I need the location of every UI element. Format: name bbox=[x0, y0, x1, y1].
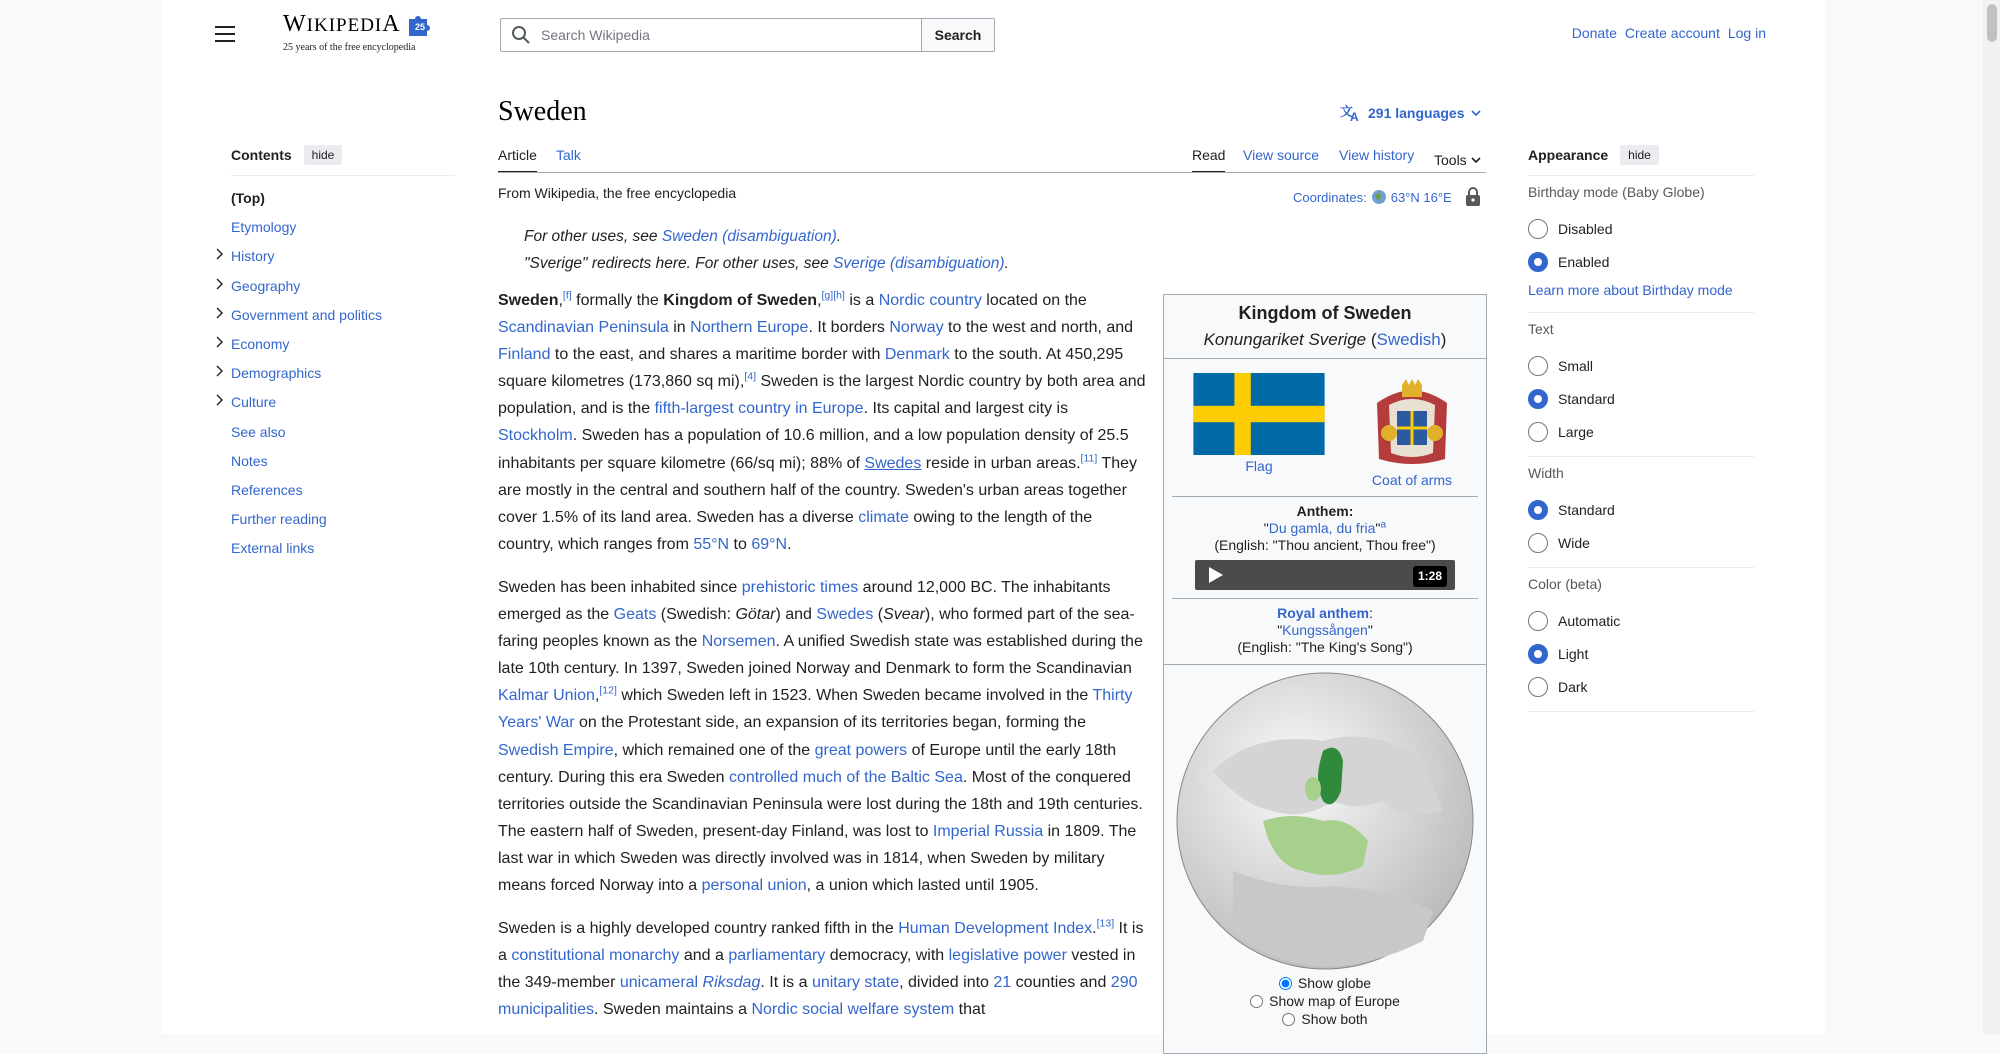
appearance-option-label: Light bbox=[1558, 645, 1589, 662]
tab-article[interactable]: Article bbox=[498, 147, 537, 173]
infobox bbox=[1163, 294, 1487, 1054]
map-option-both[interactable]: Show both bbox=[1164, 1010, 1486, 1028]
toc-item-label[interactable]: Etymology bbox=[231, 219, 297, 236]
appearance-option[interactable] bbox=[1528, 349, 1754, 382]
toc-item[interactable] bbox=[231, 422, 455, 451]
tabs-divider bbox=[498, 172, 1486, 173]
radio-button[interactable] bbox=[1528, 252, 1548, 272]
globe-map[interactable] bbox=[1173, 671, 1477, 971]
appearance-option-label: Small bbox=[1558, 357, 1594, 374]
search-input[interactable] bbox=[539, 26, 909, 44]
radio-button[interactable] bbox=[1528, 644, 1548, 664]
lock-icon bbox=[1464, 187, 1482, 207]
toc-item[interactable] bbox=[231, 538, 455, 567]
hatnote-link-2[interactable]: Sverige (disambiguation) bbox=[833, 255, 1005, 272]
svg-text:文: 文 bbox=[1340, 104, 1354, 119]
toc-item-label[interactable]: Demographics bbox=[231, 365, 322, 382]
coat-of-arms-block bbox=[1367, 373, 1457, 488]
anthem-block: Anthem: "Du gamla, du fria"$^a$ (English: "Thou ancient, Thou free") 1:28 bbox=[1164, 497, 1486, 590]
toc-heading: Contents bbox=[231, 147, 292, 163]
scrollbar[interactable] bbox=[1983, 0, 2000, 1034]
toc-item[interactable] bbox=[231, 334, 455, 363]
chevron-right-icon[interactable] bbox=[212, 306, 226, 320]
tab-talk[interactable]: Talk bbox=[556, 147, 581, 163]
toc-item[interactable] bbox=[231, 276, 455, 305]
appearance-option[interactable] bbox=[1528, 670, 1754, 703]
chevron-down-icon bbox=[1471, 156, 1481, 164]
toc-item-label[interactable]: Government and politics bbox=[231, 306, 382, 323]
swedish-flag[interactable] bbox=[1193, 373, 1325, 455]
search-button[interactable]: Search bbox=[921, 18, 995, 52]
radio-button[interactable] bbox=[1528, 677, 1548, 697]
toc-item[interactable] bbox=[231, 480, 455, 509]
toc-item-label[interactable]: History bbox=[231, 248, 275, 265]
hatnote-1: For other uses, see Sweden (disambiguation). bbox=[524, 228, 842, 245]
page-title: Sweden bbox=[498, 96, 587, 127]
appearance-option-label: Automatic bbox=[1558, 612, 1621, 629]
coordinates-label[interactable]: Coordinates: bbox=[1293, 189, 1367, 205]
appearance-option[interactable] bbox=[1528, 526, 1754, 559]
wikipedia-wordmark: WIKIPEDIA bbox=[283, 11, 401, 37]
toc-hide-button[interactable]: hide bbox=[304, 145, 343, 165]
audio-player[interactable] bbox=[1195, 560, 1455, 590]
infobox-native-name: Konungariket Sverige (Swedish) bbox=[1203, 330, 1447, 349]
from-wikipedia: From Wikipedia, the free encyclopedia bbox=[498, 185, 737, 201]
toc-item[interactable] bbox=[231, 363, 455, 392]
appearance-option-label: Wide bbox=[1558, 534, 1590, 551]
radio-button[interactable] bbox=[1528, 389, 1548, 409]
donate-link[interactable]: Donate bbox=[1571, 25, 1617, 41]
coordinates-value[interactable]: 63°N 16°E bbox=[1390, 189, 1452, 205]
chevron-right-icon[interactable] bbox=[212, 247, 226, 261]
log-in-link[interactable]: Log in bbox=[1727, 25, 1766, 41]
appearance-option-label: Large bbox=[1558, 423, 1594, 440]
royal-anthem-block: Royal anthem: "Kungssången" (English: "The King's Song") bbox=[1237, 605, 1413, 655]
appearance-group-label: Birthday mode (Baby Globe) bbox=[1528, 184, 1705, 200]
tools-label: Tools bbox=[1434, 152, 1467, 168]
coat-of-arms[interactable] bbox=[1367, 373, 1457, 469]
appearance-group-label: Text bbox=[1528, 321, 1554, 337]
radio-button[interactable] bbox=[1528, 533, 1548, 553]
appearance-option-label: Enabled bbox=[1558, 253, 1610, 270]
globe-icon[interactable] bbox=[1371, 189, 1387, 205]
appearance-option[interactable] bbox=[1528, 212, 1754, 245]
appearance-option-label: Disabled bbox=[1558, 220, 1613, 237]
paragraph-3: Sweden is a highly developed country ranked fifth in the Human Development Index.[13] It is a constitutional monarchy and a parliamentary democracy, with legislative power vested in the 349-member unicameral Riksdag. It is a unitary state, divided into 21 counties and 290 municipalities. Sweden maintains a Nordic social welfare system that bbox=[498, 917, 1144, 1019]
toc-item-label[interactable]: Further reading bbox=[231, 511, 327, 528]
toc-item[interactable] bbox=[231, 246, 455, 275]
toc-item-label[interactable]: See also bbox=[231, 423, 286, 440]
svg-text:25: 25 bbox=[414, 22, 426, 32]
table-of-contents bbox=[231, 143, 455, 567]
search-icon bbox=[511, 25, 531, 45]
paragraph-2: Sweden has been inhabited since prehistoric times around 12,000 BC. The inhabitants emerged as the Geats (Swedish: Götar) and Swedes (Svear), who formed part of the sea-faring peoples known as the Norsemen. A unified Swedish state was established during the late 10th century. In 1397, Sweden joined Norway and Denmark to form the Scandinavian Kalmar Union,[12] which Sweden left in 1523. When Sweden became involved in the Thirty Years' War on the Protestant side, an expansion of its territories began, forming the Swedish Empire, which remained one of the great powers of Europe until the early 18th century. During this era Sweden controlled much of the Baltic Sea. Most of the conquered territories outside the Scandinavian Peninsula were lost during the 18th and 19th centuries. The eastern half of Sweden, present-day Finland, was lost to Imperial Russia in 1809. The last war in which Sweden was directly involved was in 1814, when Sweden by military means forced Norway into a personal union, a union which lasted until 1905. bbox=[498, 578, 1143, 894]
wikipedia-logo[interactable] bbox=[283, 10, 433, 58]
radio-button[interactable] bbox=[1528, 611, 1548, 631]
chevron-right-icon[interactable] bbox=[212, 277, 226, 291]
language-button[interactable] bbox=[1340, 104, 1481, 122]
toc-item-label[interactable]: Economy bbox=[231, 335, 290, 352]
search-box bbox=[500, 18, 922, 52]
appearance-option[interactable] bbox=[1528, 245, 1754, 278]
birthday-mode-link[interactable]: Learn more about Birthday mode bbox=[1528, 282, 1733, 298]
audio-duration: 1:28 bbox=[1413, 566, 1447, 587]
user-links bbox=[1572, 25, 1766, 41]
hatnote-2: "Sverige" redirects here. For other uses, see Sverige (disambiguation). bbox=[524, 255, 1009, 272]
hatnote-link-1[interactable]: Sweden (disambiguation) bbox=[661, 228, 837, 245]
radio-button[interactable] bbox=[1528, 356, 1548, 376]
appearance-option[interactable] bbox=[1528, 415, 1754, 448]
svg-text:A: A bbox=[1350, 110, 1359, 122]
map-option-both-radio[interactable] bbox=[1282, 1013, 1295, 1026]
appearance-option[interactable] bbox=[1528, 382, 1754, 415]
play-icon[interactable] bbox=[1209, 567, 1223, 583]
toc-item-label[interactable]: Culture bbox=[231, 394, 277, 411]
appearance-option[interactable] bbox=[1528, 604, 1754, 637]
map-option-europe-radio[interactable] bbox=[1250, 995, 1263, 1008]
toc-item[interactable] bbox=[231, 392, 455, 421]
translate-icon bbox=[1340, 104, 1362, 122]
appearance-hide-button[interactable]: hide bbox=[1620, 145, 1659, 165]
royal-anthem-link[interactable]: Royal anthem bbox=[1277, 605, 1369, 621]
main-menu-button[interactable] bbox=[212, 22, 238, 48]
appearance-option-label: Dark bbox=[1558, 678, 1588, 695]
tab-read[interactable]: Read bbox=[1192, 147, 1225, 173]
tab-view-source[interactable]: View source bbox=[1243, 147, 1320, 163]
article-body bbox=[498, 287, 1148, 1039]
map-option-globe-radio[interactable] bbox=[1279, 977, 1292, 990]
infobox-title: Kingdom of Sweden bbox=[1238, 303, 1412, 323]
appearance-group-label: Width bbox=[1528, 465, 1564, 481]
appearance-option[interactable] bbox=[1528, 637, 1754, 670]
toc-item[interactable] bbox=[231, 509, 455, 538]
swedish-language-link[interactable]: Swedish bbox=[1376, 330, 1441, 349]
flag-block bbox=[1193, 373, 1325, 488]
royal-anthem-name-link[interactable]: Kungssången bbox=[1282, 622, 1368, 638]
map-option-globe[interactable]: Show globe bbox=[1164, 974, 1486, 992]
toc-item-label[interactable]: Notes bbox=[231, 452, 268, 469]
toc-item[interactable] bbox=[231, 217, 455, 246]
create-account-link[interactable]: Create account bbox=[1624, 25, 1720, 41]
chevron-right-icon[interactable] bbox=[212, 335, 226, 349]
scrollbar-thumb[interactable] bbox=[1987, 4, 1997, 42]
appearance-option-label: Standard bbox=[1558, 390, 1615, 407]
tools-menu[interactable] bbox=[1434, 147, 1481, 173]
wikipedia-tagline: 25 years of the free encyclopedia bbox=[283, 42, 416, 53]
chevron-down-icon bbox=[1471, 109, 1481, 117]
toc-item-label[interactable]: External links bbox=[231, 540, 315, 557]
toc-item[interactable] bbox=[231, 188, 455, 217]
wikipedia-25-puzzle-icon bbox=[407, 13, 433, 37]
radio-button[interactable] bbox=[1528, 500, 1548, 520]
toc-item-label[interactable]: (Top) bbox=[231, 190, 265, 206]
toc-item[interactable] bbox=[231, 451, 455, 480]
tab-view-history[interactable]: View history bbox=[1339, 147, 1415, 163]
appearance-option[interactable] bbox=[1528, 493, 1754, 526]
appearance-group-label: Color (beta) bbox=[1528, 576, 1602, 592]
map-option-europe[interactable]: Show map of Europe bbox=[1164, 992, 1486, 1010]
paragraph-1: Sweden,[f] formally the Kingdom of Sweden,[g][h] is a Nordic country located on the Scandinavian Peninsula in Northern Europe. It borders Norway to the west and north, and Finland to the east, and shares a maritime border with Denmark to the south. At 450,295 square kilometres (173,860 sq mi),[4] Sweden is the largest Nordic country by both area and population, and is the fifth-largest country in Europe. Its capital and largest city is Stockholm. Sweden has a population of 10.6 million, and a low population density of 25.5 inhabitants per square kilometre (66/sq mi); 88% of Swedes reside in urban areas.[11] They are mostly in the central and southern half of the country. Sweden's urban areas together cover 1.5% of its land area. Sweden has a diverse climate owing to the length of the country, which ranges from 55°N to 69°N. bbox=[498, 289, 1146, 553]
coordinates bbox=[1293, 187, 1482, 207]
radio-button[interactable] bbox=[1528, 219, 1548, 239]
anthem-link[interactable]: Du gamla, du fria bbox=[1268, 520, 1376, 536]
coat-of-arms-link[interactable]: Coat of arms bbox=[1371, 472, 1453, 488]
language-count: 291 languages bbox=[1368, 105, 1465, 121]
radio-button[interactable] bbox=[1528, 422, 1548, 442]
toc-item-label[interactable]: References bbox=[231, 481, 303, 498]
appearance-option-label: Standard bbox=[1558, 501, 1615, 518]
flag-link[interactable]: Flag bbox=[1245, 458, 1273, 474]
chevron-right-icon[interactable] bbox=[212, 364, 226, 378]
chevron-right-icon[interactable] bbox=[212, 393, 226, 407]
toc-item[interactable] bbox=[231, 305, 455, 334]
appearance-panel bbox=[1528, 143, 1754, 720]
location-map bbox=[1164, 665, 1486, 1028]
toc-item-label[interactable]: Geography bbox=[231, 277, 301, 294]
appearance-heading: Appearance bbox=[1528, 147, 1609, 163]
